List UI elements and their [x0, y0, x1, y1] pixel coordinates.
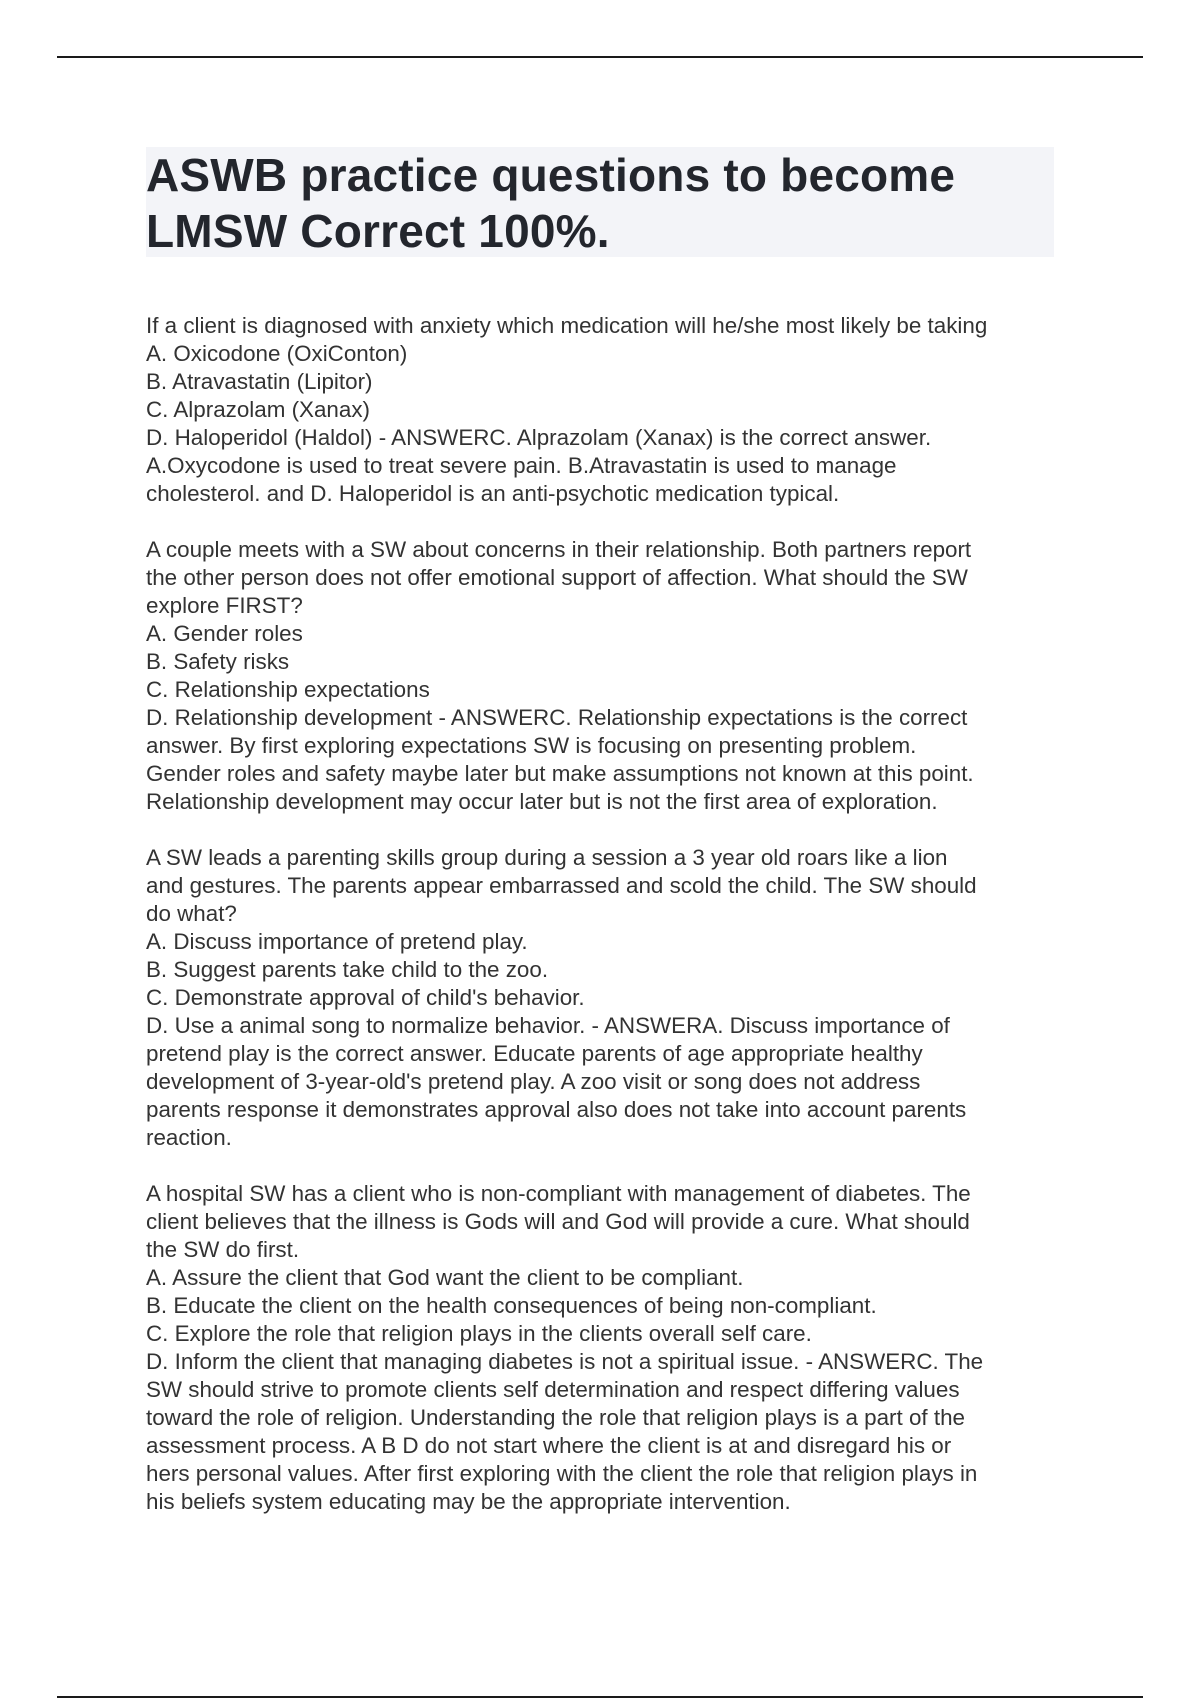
answer-explanation: toward the role of religion. Understanding the role that religion plays is a part of the [146, 1405, 965, 1430]
answer-explanation: Gender roles and safety maybe later but make assumptions not known at this point. [146, 761, 974, 786]
answer-explanation: D. Haloperidol (Haldol) - ANSWERC. Alprazolam (Xanax) is the correct answer. [146, 425, 932, 450]
answer-explanation: development of 3-year-old's pretend play. A zoo visit or song does not address [146, 1069, 921, 1094]
answer-explanation: answer. By first exploring expectations SW is focusing on presenting problem. [146, 733, 917, 758]
title-line: ASWB practice questions to become [146, 149, 956, 201]
answer-explanation: assessment process. A B D do not start where the client is at and disregard his or [146, 1433, 952, 1458]
question-stem: explore FIRST? [146, 593, 303, 618]
answer-option: C. Alprazolam (Xanax) [146, 397, 370, 422]
answer-explanation: his beliefs system educating may be the appropriate intervention. [146, 1489, 791, 1514]
answer-option: C. Relationship expectations [146, 677, 430, 702]
answer-option: B. Educate the client on the health consequences of being non-compliant. [146, 1293, 877, 1318]
document-title [146, 147, 1054, 259]
answer-explanation: D. Use a animal song to normalize behavior. - ANSWERA. Discuss importance of [146, 1013, 950, 1038]
question-block [146, 536, 1066, 816]
answer-explanation: pretend play is the correct answer. Educate parents of age appropriate healthy [146, 1041, 923, 1066]
question-stem: do what? [146, 901, 237, 926]
answer-option: A. Oxicodone (OxiConton) [146, 341, 408, 366]
answer-option: B. Suggest parents take child to the zoo. [146, 957, 549, 982]
answer-option: C. Demonstrate approval of child's behavior. [146, 985, 585, 1010]
answer-explanation: SW should strive to promote clients self determination and respect differing values [146, 1377, 960, 1402]
footer-rule [57, 1696, 1143, 1698]
title-block [146, 147, 1054, 257]
question-stem: the SW do first. [146, 1237, 300, 1262]
answer-explanation: D. Relationship development - ANSWERC. Relationship expectations is the correct [146, 705, 968, 730]
title-line: LMSW Correct 100%. [146, 205, 610, 257]
question-block [146, 844, 1066, 1152]
question-stem: A couple meets with a SW about concerns in their relationship. Both partners report [146, 537, 972, 562]
question-block [146, 312, 1066, 508]
question-list [146, 312, 1066, 1544]
answer-option: A. Discuss importance of pretend play. [146, 929, 528, 954]
header-rule [57, 56, 1143, 58]
question-stem: A hospital SW has a client who is non-compliant with management of diabetes. The [146, 1181, 971, 1206]
answer-explanation: D. Inform the client that managing diabetes is not a spiritual issue. - ANSWERC. The [146, 1349, 984, 1374]
answer-explanation: cholesterol. and D. Haloperidol is an anti-psychotic medication typical. [146, 481, 840, 506]
question-stem: A SW leads a parenting skills group during a session a 3 year old roars like a lion [146, 845, 948, 870]
answer-explanation: parents response it demonstrates approval also does not take into account parents [146, 1097, 967, 1122]
answer-explanation: A.Oxycodone is used to treat severe pain. B.Atravastatin is used to manage [146, 453, 897, 478]
answer-option: C. Explore the role that religion plays in the clients overall self care. [146, 1321, 812, 1346]
question-stem: and gestures. The parents appear embarrassed and scold the child. The SW should [146, 873, 977, 898]
question-stem: If a client is diagnosed with anxiety which medication will he/she most likely be taking [146, 313, 988, 338]
answer-option: B. Atravastatin (Lipitor) [146, 369, 373, 394]
answer-option: B. Safety risks [146, 649, 290, 674]
answer-option: A. Gender roles [146, 621, 303, 646]
answer-explanation: Relationship development may occur later but is not the first area of exploration. [146, 789, 938, 814]
question-stem: the other person does not offer emotional support of affection. What should the SW [146, 565, 968, 590]
answer-explanation: reaction. [146, 1125, 232, 1150]
answer-explanation: hers personal values. After first exploring with the client the role that religion plays in [146, 1461, 978, 1486]
answer-option: A. Assure the client that God want the client to be compliant. [146, 1265, 744, 1290]
question-block [146, 1180, 1066, 1516]
question-stem: client believes that the illness is Gods will and God will provide a cure. What should [146, 1209, 970, 1234]
